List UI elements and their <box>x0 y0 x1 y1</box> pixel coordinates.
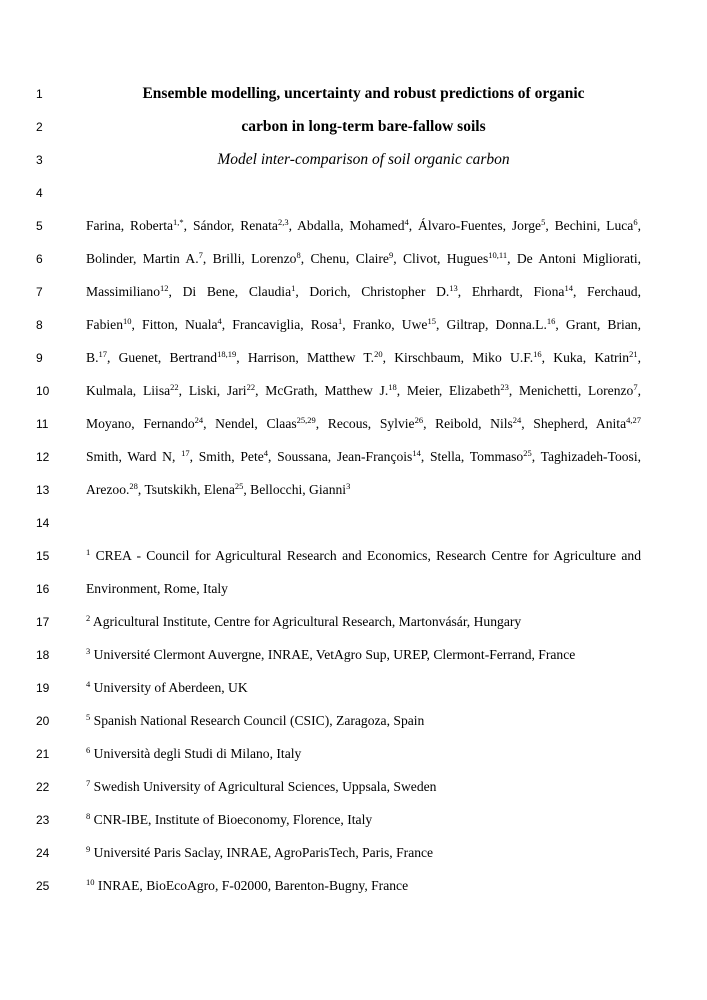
line-number: 22 <box>36 780 50 794</box>
superscript: 28 <box>129 481 138 491</box>
superscript: 3 <box>346 481 351 491</box>
superscript: 4 <box>404 217 409 227</box>
line <box>0 145 707 178</box>
text-segment: , Smith, Pete <box>189 449 264 464</box>
affiliation-line <box>86 745 641 763</box>
line-number: 15 <box>36 549 50 563</box>
superscript: 15 <box>427 316 436 326</box>
line-number: 8 <box>36 318 43 332</box>
title-line-2: carbon in long-term bare-fallow soils <box>241 118 486 135</box>
superscript: 10 <box>123 316 132 326</box>
text-segment: , Kirschbaum, Miko U.F. <box>382 350 534 365</box>
text-segment: , Franko, Uwe <box>342 317 428 332</box>
line <box>0 805 707 838</box>
line-number: 3 <box>36 153 43 167</box>
text-segment: Moyano, Fernando <box>86 416 195 431</box>
line <box>0 376 707 409</box>
text-segment: , Nendel, Claas <box>203 416 297 431</box>
superscript: 4 <box>86 679 91 689</box>
text-segment: , Meier, Elizabeth <box>396 383 501 398</box>
line-number: 12 <box>36 450 50 464</box>
line-number: 7 <box>36 285 43 299</box>
text-segment: B. <box>86 350 99 365</box>
superscript: 10,11 <box>488 250 508 260</box>
text-segment: , Dorich, Christopher D. <box>295 284 450 299</box>
text-segment: , Abdalla, Mohamed <box>288 218 405 233</box>
text-segment: , <box>637 383 641 398</box>
text-segment: , Harrison, Matthew T. <box>236 350 375 365</box>
text-segment: , Bechini, Luca <box>545 218 634 233</box>
text-segment: Massimiliano <box>86 284 161 299</box>
superscript: 18,19 <box>217 349 237 359</box>
author-line <box>86 217 641 235</box>
line-number: 25 <box>36 879 50 893</box>
text-segment: , Brilli, Lorenzo <box>202 251 297 266</box>
affiliation-line <box>86 613 641 631</box>
superscript: 21 <box>629 349 638 359</box>
text-segment: , Giltrap, Donna.L. <box>435 317 547 332</box>
superscript: 7 <box>86 778 91 788</box>
superscript: 22 <box>170 382 179 392</box>
text-segment: , Tsutskikh, Elena <box>137 482 235 497</box>
superscript: 12 <box>160 283 169 293</box>
text-segment: , McGrath, Matthew J. <box>255 383 389 398</box>
superscript: 25 <box>523 448 532 458</box>
text-segment: , Stella, Tommaso <box>420 449 524 464</box>
superscript: 24 <box>512 415 522 425</box>
line <box>0 409 707 442</box>
text-segment: Smith, Ward N, <box>86 449 182 464</box>
text-segment: , Francaviglia, Rosa <box>221 317 338 332</box>
author-line <box>86 316 641 334</box>
affiliation-line <box>86 712 641 730</box>
superscript: 3 <box>86 646 91 656</box>
superscript: 20 <box>374 349 383 359</box>
line-number: 24 <box>36 846 50 860</box>
line-number: 6 <box>36 252 43 266</box>
superscript: 1 <box>291 283 296 293</box>
author-line <box>86 448 641 466</box>
affiliation-line <box>86 811 641 829</box>
superscript: 1 <box>337 316 343 326</box>
line-number: 10 <box>36 384 50 398</box>
line-number: 14 <box>36 516 50 530</box>
line <box>0 838 707 871</box>
superscript: 1 <box>86 547 91 557</box>
superscript: 23 <box>500 382 509 392</box>
superscript: 22 <box>246 382 256 392</box>
line-number: 21 <box>36 747 50 761</box>
author-line <box>86 349 641 367</box>
line-number: 1 <box>36 87 43 101</box>
superscript: 4 <box>217 316 222 326</box>
author-line <box>86 481 641 499</box>
line <box>0 607 707 640</box>
affiliation-line <box>86 877 641 895</box>
text-segment: , Grant, Brian, <box>555 317 641 332</box>
line <box>0 310 707 343</box>
text-segment: , Sándor, Renata <box>183 218 278 233</box>
superscript: 10 <box>86 877 95 887</box>
line-number: 5 <box>36 219 43 233</box>
line-number: 19 <box>36 681 50 695</box>
text-segment: Kulmala, Liisa <box>86 383 171 398</box>
text-segment: Fabien <box>86 317 123 332</box>
line-number: 9 <box>36 351 43 365</box>
line <box>0 244 707 277</box>
line <box>0 640 707 673</box>
text-segment: Spanish National Research Council (CSIC), Zaragoza, Spain <box>90 713 425 728</box>
line <box>0 541 707 574</box>
text-segment: , Ehrhardt, Fiona <box>457 284 565 299</box>
affiliation-line <box>86 844 641 862</box>
line-number: 11 <box>36 417 49 431</box>
superscript: 16 <box>546 316 556 326</box>
text-segment: , <box>637 350 641 365</box>
line <box>0 442 707 475</box>
text-segment: , Chenu, Claire <box>300 251 389 266</box>
line <box>0 871 707 904</box>
superscript: 2 <box>86 613 91 623</box>
author-line <box>86 382 641 400</box>
superscript: 26 <box>414 415 424 425</box>
text-segment: Swedish University of Agricultural Sciences, Uppsala, Sweden <box>90 779 437 794</box>
superscript: 16 <box>533 349 542 359</box>
line-number: 16 <box>36 582 50 596</box>
line <box>0 475 707 508</box>
superscript: 7 <box>633 382 638 392</box>
text-segment: , Menichetti, Lorenzo <box>508 383 634 398</box>
superscript: 14 <box>412 448 421 458</box>
superscript: 4,27 <box>626 415 641 425</box>
text-segment: , Ferchaud, <box>572 284 641 299</box>
superscript: 14 <box>564 283 573 293</box>
line <box>0 277 707 310</box>
text-segment: Environment, Rome, Italy <box>86 581 228 596</box>
text-segment: CNR-IBE, Institute of Bioeconomy, Florence, Italy <box>90 812 373 827</box>
line <box>0 673 707 706</box>
text-segment: , Taghizadeh-Toosi, <box>531 449 641 464</box>
superscript: 7 <box>198 250 203 260</box>
line <box>0 508 707 541</box>
line <box>0 79 707 112</box>
text-segment: Arezoo. <box>86 482 130 497</box>
superscript: 17 <box>98 349 107 359</box>
superscript: 8 <box>86 811 91 821</box>
text-segment: , De Antoni Migliorati, <box>507 251 641 266</box>
line-number: 18 <box>36 648 50 662</box>
line-number: 17 <box>36 615 50 629</box>
superscript: 18 <box>388 382 397 392</box>
line-number: 2 <box>36 120 43 134</box>
superscript: 13 <box>449 283 458 293</box>
superscript: 6 <box>86 745 91 755</box>
text-segment: Bolinder, Martin A. <box>86 251 199 266</box>
superscript: 8 <box>296 250 301 260</box>
text-segment: , Guenet, Bertrand <box>106 350 218 365</box>
line <box>0 739 707 772</box>
line-number: 4 <box>36 186 43 200</box>
line <box>0 178 707 211</box>
text-segment: INRAE, BioEcoAgro, F-02000, Barenton-Bugny, France <box>94 878 409 893</box>
line <box>0 772 707 805</box>
author-line <box>86 415 641 433</box>
superscript: 9 <box>388 250 394 260</box>
text-segment: Farina, Roberta <box>86 218 174 233</box>
affiliation-line <box>86 778 641 796</box>
line-number: 13 <box>36 483 50 497</box>
line <box>0 706 707 739</box>
text-segment: Université Paris Saclay, INRAE, AgroParisTech, Paris, France <box>90 845 434 860</box>
text-segment: , Shepherd, Anita <box>521 416 627 431</box>
author-line <box>86 250 641 268</box>
affiliation-line <box>86 646 641 664</box>
affiliation-line <box>86 547 641 565</box>
superscript: 4 <box>263 448 269 458</box>
line <box>0 343 707 376</box>
line-number: 23 <box>36 813 50 827</box>
text-segment: , Bellocchi, Gianni <box>243 482 347 497</box>
line <box>0 112 707 145</box>
affiliation-line <box>86 580 641 598</box>
superscript: 2,3 <box>277 217 289 227</box>
line-number: 20 <box>36 714 50 728</box>
superscript: 5 <box>541 217 546 227</box>
superscript: 25,29 <box>296 415 316 425</box>
text-segment: CREA - Council for Agricultural Research and Economics, Research Centre for Agriculture and <box>90 548 641 563</box>
text-segment: , Álvaro-Fuentes, Jorge <box>408 218 542 233</box>
superscript: 9 <box>86 844 91 854</box>
text-segment: , Fitton, Nuala <box>131 317 218 332</box>
superscript: 1,* <box>173 217 184 227</box>
superscript: 24 <box>194 415 204 425</box>
title-line-1: Ensemble modelling, uncertainty and robust predictions of organic <box>142 85 585 102</box>
author-line <box>86 283 641 301</box>
text-segment: , Di Bene, Claudia <box>168 284 292 299</box>
text-segment: , Recous, Sylvie <box>315 416 415 431</box>
text-segment: , Clivot, Hugues <box>393 251 489 266</box>
text-segment: , <box>637 218 642 233</box>
text-segment: , Soussana, Jean-François <box>268 449 413 464</box>
affiliation-line <box>86 679 641 697</box>
text-segment: , Kuka, Katrin <box>541 350 630 365</box>
superscript: 25 <box>234 481 244 491</box>
text-segment: , Reibold, Nils <box>423 416 513 431</box>
superscript: 17 <box>181 448 190 458</box>
text-segment: , Liski, Jari <box>178 383 247 398</box>
line <box>0 574 707 607</box>
text-segment: University of Aberdeen, UK <box>90 680 248 695</box>
line <box>0 211 707 244</box>
subtitle: Model inter-comparison of soil organic carbon <box>217 151 510 168</box>
text-segment: Agricultural Institute, Centre for Agricultural Research, Martonvásár, Hungary <box>90 614 522 629</box>
text-segment: Université Clermont Auvergne, INRAE, VetAgro Sup, UREP, Clermont-Ferrand, France <box>90 647 576 662</box>
text-segment: Università degli Studi di Milano, Italy <box>90 746 302 761</box>
superscript: 5 <box>86 712 91 722</box>
superscript: 6 <box>633 217 638 227</box>
